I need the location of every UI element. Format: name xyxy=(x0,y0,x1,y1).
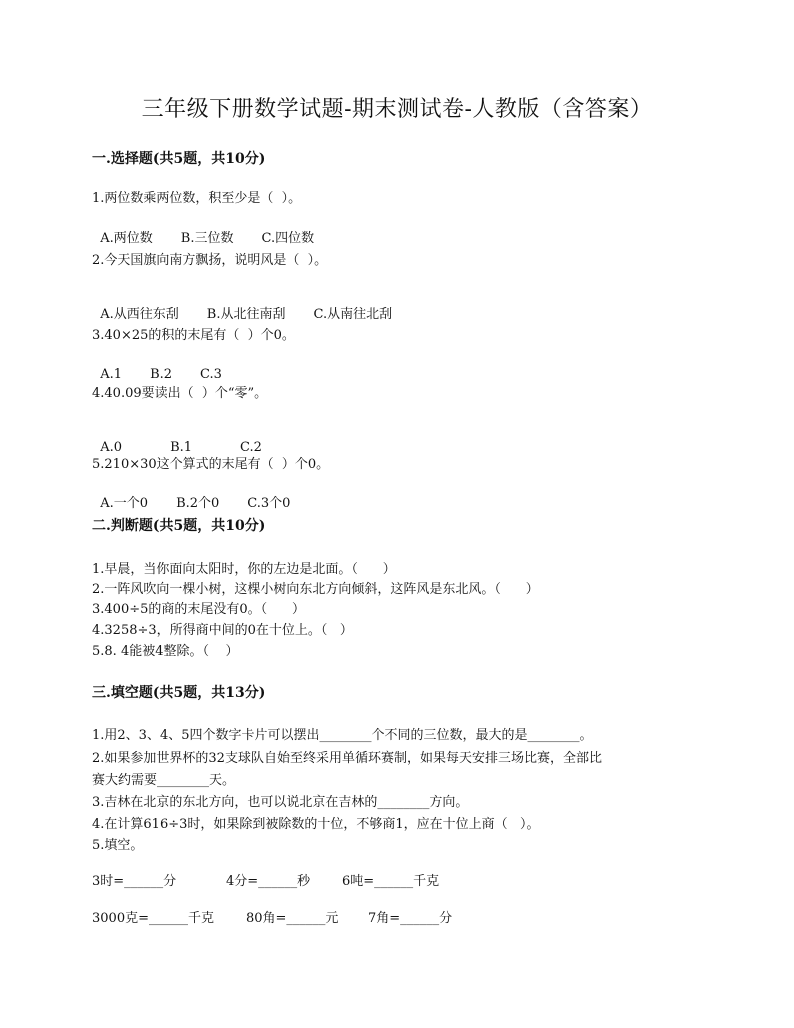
choice-option: C.3个0 xyxy=(247,496,291,511)
judgement-item: 1.早晨，当你面向太阳时，你的左边是北面。（ ） xyxy=(92,562,396,577)
unit-conversion-blank: 7角=______分 xyxy=(368,911,453,926)
judgement-item: 4.3258÷3，所得商中间的0在十位上。（ ） xyxy=(92,623,353,638)
judgement-item: 5.8. 4能被4整除。（ ） xyxy=(92,644,239,659)
fill-blank-item: 3.吉林在北京的东北方向，也可以说北京在吉林的________方向。 xyxy=(92,795,469,810)
choice-option: A.1 xyxy=(100,367,123,382)
question-text: 3.40×25的积的末尾有（ ）个0。 xyxy=(92,328,295,343)
choice-option: B.1 xyxy=(170,440,193,455)
judgement-item: 3.400÷5的商的末尾没有0。（ ） xyxy=(92,602,305,617)
fill-blank-item: 2.如果参加世界杯的32支球队自始至终采用单循环赛制，如果每天安排三场比赛，全部比 xyxy=(92,751,602,766)
fill-blank-item: 1.用2、3、4、5四个数字卡片可以摆出________个不同的三位数，最大的是________。 xyxy=(92,728,593,743)
question-text: 4.40.09要读出（ ）个“零”。 xyxy=(92,386,268,401)
choice-option: A.两位数 xyxy=(100,231,153,246)
unit-conversion-blank: 3000克=______千克 xyxy=(92,911,214,926)
page-title: 三年级下册数学试题-期末测试卷-人教版（含答案） xyxy=(141,97,653,122)
unit-conversion-blank: 6吨=______千克 xyxy=(342,874,440,889)
choice-row xyxy=(92,213,314,247)
fill-blank-item: 赛大约需要________天。 xyxy=(92,773,236,788)
question-text: 2.今天国旗向南方飘扬，说明风是（ ）。 xyxy=(92,253,328,268)
question-text: 5.210×30这个算式的末尾有（ ）个0。 xyxy=(92,457,330,472)
section-heading-choice: 一.选择题(共5题，共10分) xyxy=(92,151,266,167)
choice-row xyxy=(92,478,290,512)
fill-blank-item: 5.填空。 xyxy=(92,838,144,853)
unit-conversion-blank: 80角=______元 xyxy=(246,911,339,926)
choice-option: A.一个0 xyxy=(100,496,149,511)
choice-row xyxy=(92,349,222,383)
question-text: 1.两位数乘两位数，积至少是（ ）。 xyxy=(92,191,302,206)
choice-option: B.三位数 xyxy=(180,231,234,246)
choice-option: B.2 xyxy=(150,367,173,382)
choice-option: B.2个0 xyxy=(176,496,220,511)
choice-option: B.从北往南刮 xyxy=(206,307,286,322)
fill-blank-item: 4.在计算616÷3时，如果除到被除数的十位，不够商1，应在十位上商（ ）。 xyxy=(92,817,540,832)
judgement-item: 2.一阵风吹向一棵小树，这棵小树向东北方向倾斜，这阵风是东北风。（ ） xyxy=(92,582,539,597)
choice-option: C.从南往北刮 xyxy=(313,307,393,322)
section-heading-fill-blank: 三.填空题(共5题，共13分) xyxy=(92,685,266,701)
choice-row xyxy=(92,422,262,456)
choice-option: A.0 xyxy=(100,440,123,455)
unit-conversion-blank: 4分=______秒 xyxy=(226,874,311,889)
choice-option: C.四位数 xyxy=(261,231,315,246)
choice-option: A.从西往东刮 xyxy=(100,307,179,322)
section-heading-judgement: 二.判断题(共5题，共10分) xyxy=(92,518,266,534)
unit-conversion-blank: 3时=______分 xyxy=(92,874,177,889)
choice-option: C.2 xyxy=(240,440,262,455)
choice-option: C.3 xyxy=(200,367,222,382)
choice-row xyxy=(92,289,392,323)
